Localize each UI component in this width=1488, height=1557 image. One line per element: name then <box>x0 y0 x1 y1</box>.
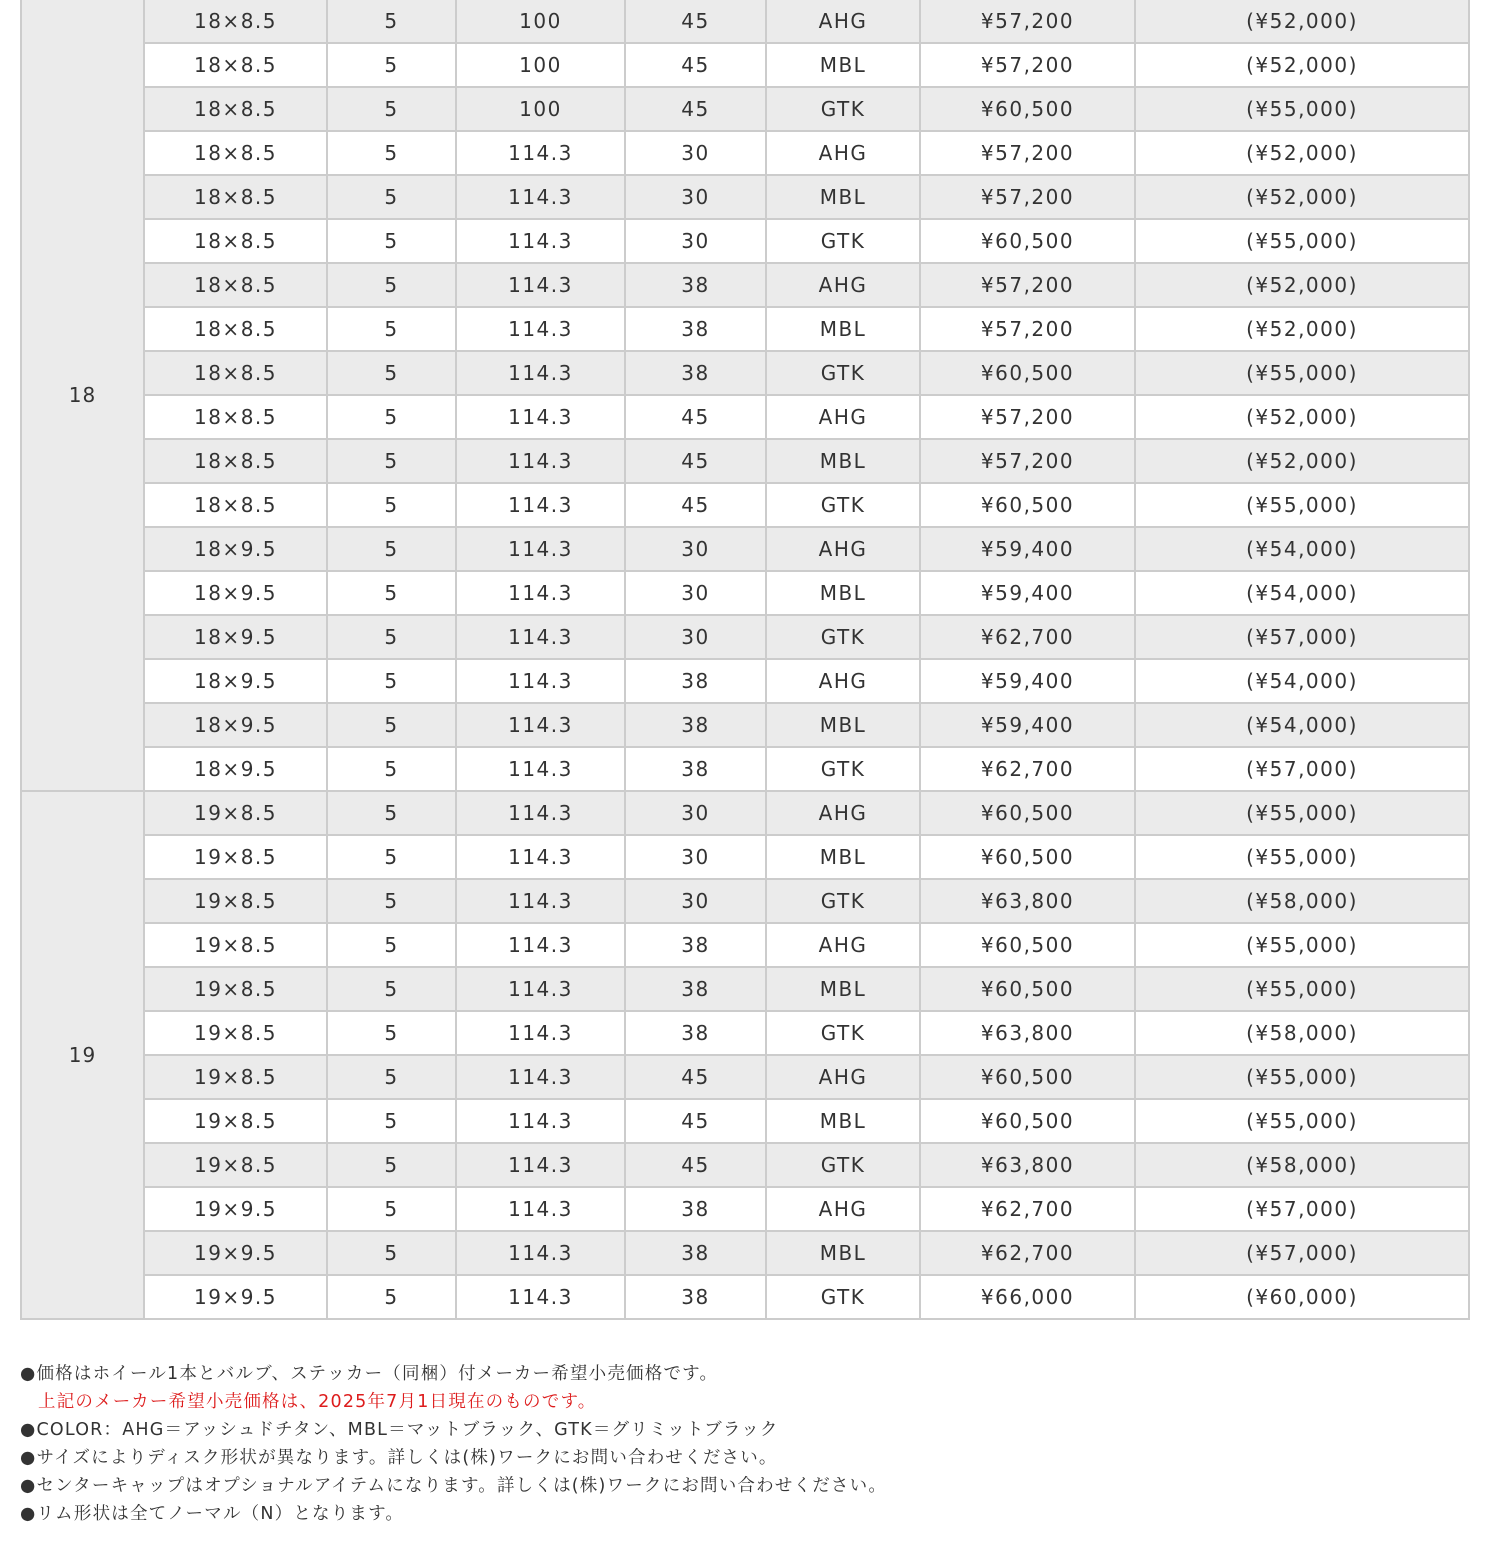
holes-cell: 5 <box>327 1231 456 1275</box>
holes-cell: 5 <box>327 703 456 747</box>
price-cell: ¥63,800 <box>920 879 1135 923</box>
color-cell: AHG <box>766 659 920 703</box>
pcd-cell: 114.3 <box>456 175 625 219</box>
size-disc-note: ●サイズによりディスク形状が異なります。詳しくは(株)ワークにお問い合わせください。 <box>20 1448 778 1468</box>
table-row <box>21 1055 1469 1099</box>
price-cell: ¥63,800 <box>920 1011 1135 1055</box>
price-cell: ¥57,200 <box>920 0 1135 43</box>
size-cell: 18×8.5 <box>144 307 327 351</box>
price-cell: ¥60,500 <box>920 87 1135 131</box>
pcd-cell: 114.3 <box>456 1055 625 1099</box>
size-cell: 18×9.5 <box>144 659 327 703</box>
base-price-cell: (¥55,000) <box>1135 967 1469 1011</box>
holes-cell: 5 <box>327 967 456 1011</box>
color-cell: GTK <box>766 615 920 659</box>
size-cell: 18×9.5 <box>144 703 327 747</box>
table-row <box>21 747 1469 791</box>
base-price-cell: (¥55,000) <box>1135 923 1469 967</box>
inset-cell: 38 <box>625 703 766 747</box>
color-cell: AHG <box>766 923 920 967</box>
size-cell: 19×8.5 <box>144 835 327 879</box>
table-row <box>21 43 1469 87</box>
size-cell: 18×8.5 <box>144 395 327 439</box>
table-row <box>21 1275 1469 1319</box>
base-price-cell: (¥57,000) <box>1135 615 1469 659</box>
holes-cell: 5 <box>327 175 456 219</box>
pcd-cell: 114.3 <box>456 307 625 351</box>
color-cell: AHG <box>766 527 920 571</box>
pcd-cell: 114.3 <box>456 1011 625 1055</box>
pcd-cell: 100 <box>456 87 625 131</box>
base-price-cell: (¥58,000) <box>1135 1143 1469 1187</box>
inset-cell: 38 <box>625 351 766 395</box>
color-cell: MBL <box>766 307 920 351</box>
color-cell: AHG <box>766 1187 920 1231</box>
inset-cell: 38 <box>625 967 766 1011</box>
table-row <box>21 263 1469 307</box>
table-row <box>21 791 1469 835</box>
base-price-cell: (¥57,000) <box>1135 747 1469 791</box>
inset-cell: 30 <box>625 615 766 659</box>
color-cell: GTK <box>766 879 920 923</box>
holes-cell: 5 <box>327 395 456 439</box>
color-cell: MBL <box>766 835 920 879</box>
holes-cell: 5 <box>327 307 456 351</box>
color-cell: MBL <box>766 439 920 483</box>
pcd-cell: 114.3 <box>456 263 625 307</box>
color-cell: AHG <box>766 395 920 439</box>
price-cell: ¥60,500 <box>920 835 1135 879</box>
size-cell: 18×8.5 <box>144 0 327 43</box>
table-row <box>21 835 1469 879</box>
table-row <box>21 351 1469 395</box>
inset-cell: 30 <box>625 835 766 879</box>
holes-cell: 5 <box>327 571 456 615</box>
table-row <box>21 0 1469 43</box>
inset-cell: 30 <box>625 571 766 615</box>
base-price-cell: (¥55,000) <box>1135 351 1469 395</box>
size-cell: 18×8.5 <box>144 263 327 307</box>
price-cell: ¥60,500 <box>920 351 1135 395</box>
pcd-cell: 114.3 <box>456 835 625 879</box>
color-cell: MBL <box>766 43 920 87</box>
pcd-cell: 114.3 <box>456 1099 625 1143</box>
price-cell: ¥60,500 <box>920 967 1135 1011</box>
size-cell: 19×8.5 <box>144 879 327 923</box>
pcd-cell: 114.3 <box>456 571 625 615</box>
base-price-cell: (¥52,000) <box>1135 263 1469 307</box>
base-price-cell: (¥52,000) <box>1135 307 1469 351</box>
color-cell: AHG <box>766 0 920 43</box>
color-cell: GTK <box>766 483 920 527</box>
inset-cell: 45 <box>625 439 766 483</box>
inset-cell: 45 <box>625 1055 766 1099</box>
price-cell: ¥62,700 <box>920 747 1135 791</box>
pcd-cell: 114.3 <box>456 483 625 527</box>
inset-cell: 45 <box>625 395 766 439</box>
size-cell: 19×8.5 <box>144 1143 327 1187</box>
price-note: ●価格はホイール1本とバルブ、ステッカー（同梱）付メーカー希望小売価格です。 <box>20 1364 719 1384</box>
inset-cell: 45 <box>625 1143 766 1187</box>
holes-cell: 5 <box>327 615 456 659</box>
inset-cell: 45 <box>625 43 766 87</box>
base-price-cell: (¥54,000) <box>1135 703 1469 747</box>
base-price-cell: (¥55,000) <box>1135 835 1469 879</box>
inset-cell: 30 <box>625 791 766 835</box>
color-cell: MBL <box>766 1099 920 1143</box>
inch-group-cell: 18 <box>21 0 144 791</box>
price-cell: ¥66,000 <box>920 1275 1135 1319</box>
table-row <box>21 131 1469 175</box>
size-cell: 18×8.5 <box>144 87 327 131</box>
table-row <box>21 1011 1469 1055</box>
holes-cell: 5 <box>327 263 456 307</box>
pcd-cell: 114.3 <box>456 395 625 439</box>
color-cell: GTK <box>766 351 920 395</box>
color-cell: GTK <box>766 1011 920 1055</box>
inset-cell: 38 <box>625 1231 766 1275</box>
pcd-cell: 114.3 <box>456 1187 625 1231</box>
pcd-cell: 114.3 <box>456 219 625 263</box>
price-cell: ¥57,200 <box>920 175 1135 219</box>
color-cell: AHG <box>766 791 920 835</box>
size-cell: 18×9.5 <box>144 747 327 791</box>
table-row <box>21 571 1469 615</box>
holes-cell: 5 <box>327 791 456 835</box>
rim-shape-note: ●リム形状は全てノーマル（N）となります。 <box>20 1504 405 1524</box>
table-row <box>21 395 1469 439</box>
price-cell: ¥60,500 <box>920 483 1135 527</box>
price-cell: ¥62,700 <box>920 1231 1135 1275</box>
base-price-cell: (¥55,000) <box>1135 219 1469 263</box>
holes-cell: 5 <box>327 747 456 791</box>
size-cell: 19×8.5 <box>144 923 327 967</box>
table-row <box>21 527 1469 571</box>
holes-cell: 5 <box>327 1055 456 1099</box>
color-legend-note: ●COLOR：AHG＝アッシュドチタン、MBL＝マットブラック、GTK＝グリミットブラック <box>20 1420 779 1440</box>
base-price-cell: (¥52,000) <box>1135 131 1469 175</box>
holes-cell: 5 <box>327 659 456 703</box>
pcd-cell: 114.3 <box>456 131 625 175</box>
price-cell: ¥57,200 <box>920 263 1135 307</box>
size-cell: 18×8.5 <box>144 219 327 263</box>
table-row <box>21 439 1469 483</box>
pcd-cell: 114.3 <box>456 967 625 1011</box>
holes-cell: 5 <box>327 351 456 395</box>
holes-cell: 5 <box>327 1187 456 1231</box>
color-cell: MBL <box>766 175 920 219</box>
pcd-cell: 114.3 <box>456 1275 625 1319</box>
inset-cell: 30 <box>625 219 766 263</box>
base-price-cell: (¥57,000) <box>1135 1187 1469 1231</box>
size-cell: 19×8.5 <box>144 1099 327 1143</box>
size-cell: 18×8.5 <box>144 439 327 483</box>
color-cell: GTK <box>766 1143 920 1187</box>
base-price-cell: (¥52,000) <box>1135 439 1469 483</box>
price-cell: ¥62,700 <box>920 615 1135 659</box>
table-row <box>21 703 1469 747</box>
inset-cell: 38 <box>625 659 766 703</box>
pcd-cell: 114.3 <box>456 615 625 659</box>
size-cell: 19×9.5 <box>144 1275 327 1319</box>
wheel-spec-table-body <box>21 0 1469 1319</box>
base-price-cell: (¥54,000) <box>1135 527 1469 571</box>
base-price-cell: (¥60,000) <box>1135 1275 1469 1319</box>
pcd-cell: 114.3 <box>456 659 625 703</box>
notes-section <box>20 1360 1460 1528</box>
price-cell: ¥57,200 <box>920 439 1135 483</box>
base-price-cell: (¥52,000) <box>1135 395 1469 439</box>
price-cell: ¥60,500 <box>920 923 1135 967</box>
inset-cell: 30 <box>625 131 766 175</box>
holes-cell: 5 <box>327 1011 456 1055</box>
table-row <box>21 307 1469 351</box>
inset-cell: 45 <box>625 1099 766 1143</box>
wheel-spec-table-wrapper <box>20 0 1468 1320</box>
size-cell: 18×9.5 <box>144 527 327 571</box>
holes-cell: 5 <box>327 879 456 923</box>
pcd-cell: 114.3 <box>456 923 625 967</box>
color-cell: GTK <box>766 87 920 131</box>
color-cell: MBL <box>766 967 920 1011</box>
price-cell: ¥60,500 <box>920 219 1135 263</box>
table-row <box>21 1143 1469 1187</box>
price-date-note: 上記のメーカー希望小売価格は、2025年7月1日現在のものです。 <box>38 1392 597 1412</box>
holes-cell: 5 <box>327 1099 456 1143</box>
holes-cell: 5 <box>327 1143 456 1187</box>
inset-cell: 38 <box>625 1275 766 1319</box>
inset-cell: 30 <box>625 879 766 923</box>
holes-cell: 5 <box>327 219 456 263</box>
color-cell: MBL <box>766 1231 920 1275</box>
table-row <box>21 1231 1469 1275</box>
price-cell: ¥57,200 <box>920 43 1135 87</box>
table-row <box>21 923 1469 967</box>
pcd-cell: 114.3 <box>456 1231 625 1275</box>
table-row <box>21 1099 1469 1143</box>
pcd-cell: 100 <box>456 43 625 87</box>
price-cell: ¥60,500 <box>920 1055 1135 1099</box>
pcd-cell: 114.3 <box>456 703 625 747</box>
price-cell: ¥59,400 <box>920 659 1135 703</box>
inset-cell: 38 <box>625 1187 766 1231</box>
table-row <box>21 1187 1469 1231</box>
base-price-cell: (¥58,000) <box>1135 1011 1469 1055</box>
color-cell: GTK <box>766 747 920 791</box>
holes-cell: 5 <box>327 0 456 43</box>
inset-cell: 45 <box>625 87 766 131</box>
color-cell: GTK <box>766 1275 920 1319</box>
inset-cell: 38 <box>625 307 766 351</box>
holes-cell: 5 <box>327 131 456 175</box>
inset-cell: 45 <box>625 0 766 43</box>
price-cell: ¥62,700 <box>920 1187 1135 1231</box>
holes-cell: 5 <box>327 439 456 483</box>
table-row <box>21 879 1469 923</box>
holes-cell: 5 <box>327 923 456 967</box>
color-cell: AHG <box>766 263 920 307</box>
size-cell: 18×8.5 <box>144 175 327 219</box>
price-cell: ¥59,400 <box>920 703 1135 747</box>
inset-cell: 38 <box>625 263 766 307</box>
size-cell: 19×8.5 <box>144 1011 327 1055</box>
table-row <box>21 483 1469 527</box>
inset-cell: 30 <box>625 175 766 219</box>
color-cell: GTK <box>766 219 920 263</box>
pcd-cell: 114.3 <box>456 527 625 571</box>
pcd-cell: 114.3 <box>456 791 625 835</box>
pcd-cell: 100 <box>456 0 625 43</box>
base-price-cell: (¥54,000) <box>1135 571 1469 615</box>
holes-cell: 5 <box>327 87 456 131</box>
price-cell: ¥59,400 <box>920 527 1135 571</box>
inset-cell: 30 <box>625 527 766 571</box>
holes-cell: 5 <box>327 43 456 87</box>
base-price-cell: (¥58,000) <box>1135 879 1469 923</box>
color-cell: AHG <box>766 131 920 175</box>
holes-cell: 5 <box>327 1275 456 1319</box>
table-row <box>21 659 1469 703</box>
inset-cell: 45 <box>625 483 766 527</box>
inset-cell: 38 <box>625 747 766 791</box>
base-price-cell: (¥55,000) <box>1135 87 1469 131</box>
price-cell: ¥59,400 <box>920 571 1135 615</box>
price-cell: ¥57,200 <box>920 131 1135 175</box>
wheel-spec-table <box>20 0 1470 1320</box>
holes-cell: 5 <box>327 527 456 571</box>
table-row <box>21 175 1469 219</box>
inset-cell: 38 <box>625 923 766 967</box>
price-cell: ¥57,200 <box>920 307 1135 351</box>
holes-cell: 5 <box>327 835 456 879</box>
center-cap-note: ●センターキャップはオプショナルアイテムになります。詳しくは(株)ワークにお問い合わせください。 <box>20 1476 888 1496</box>
size-cell: 18×9.5 <box>144 571 327 615</box>
size-cell: 19×8.5 <box>144 1055 327 1099</box>
pcd-cell: 114.3 <box>456 1143 625 1187</box>
pcd-cell: 114.3 <box>456 351 625 395</box>
table-row <box>21 87 1469 131</box>
table-row <box>21 967 1469 1011</box>
table-row <box>21 615 1469 659</box>
size-cell: 18×8.5 <box>144 131 327 175</box>
table-row <box>21 219 1469 263</box>
base-price-cell: (¥55,000) <box>1135 1055 1469 1099</box>
size-cell: 18×8.5 <box>144 483 327 527</box>
base-price-cell: (¥55,000) <box>1135 483 1469 527</box>
pcd-cell: 114.3 <box>456 879 625 923</box>
size-cell: 19×8.5 <box>144 967 327 1011</box>
base-price-cell: (¥52,000) <box>1135 0 1469 43</box>
price-cell: ¥63,800 <box>920 1143 1135 1187</box>
size-cell: 18×8.5 <box>144 43 327 87</box>
size-cell: 18×9.5 <box>144 615 327 659</box>
inch-group-cell: 19 <box>21 791 144 1319</box>
color-cell: MBL <box>766 703 920 747</box>
size-cell: 18×8.5 <box>144 351 327 395</box>
base-price-cell: (¥57,000) <box>1135 1231 1469 1275</box>
base-price-cell: (¥55,000) <box>1135 1099 1469 1143</box>
price-cell: ¥60,500 <box>920 791 1135 835</box>
price-cell: ¥60,500 <box>920 1099 1135 1143</box>
pcd-cell: 114.3 <box>456 439 625 483</box>
color-cell: MBL <box>766 571 920 615</box>
size-cell: 19×8.5 <box>144 791 327 835</box>
size-cell: 19×9.5 <box>144 1231 327 1275</box>
base-price-cell: (¥55,000) <box>1135 791 1469 835</box>
base-price-cell: (¥52,000) <box>1135 175 1469 219</box>
holes-cell: 5 <box>327 483 456 527</box>
base-price-cell: (¥54,000) <box>1135 659 1469 703</box>
color-cell: AHG <box>766 1055 920 1099</box>
size-cell: 19×9.5 <box>144 1187 327 1231</box>
price-cell: ¥57,200 <box>920 395 1135 439</box>
inset-cell: 38 <box>625 1011 766 1055</box>
pcd-cell: 114.3 <box>456 747 625 791</box>
base-price-cell: (¥52,000) <box>1135 43 1469 87</box>
